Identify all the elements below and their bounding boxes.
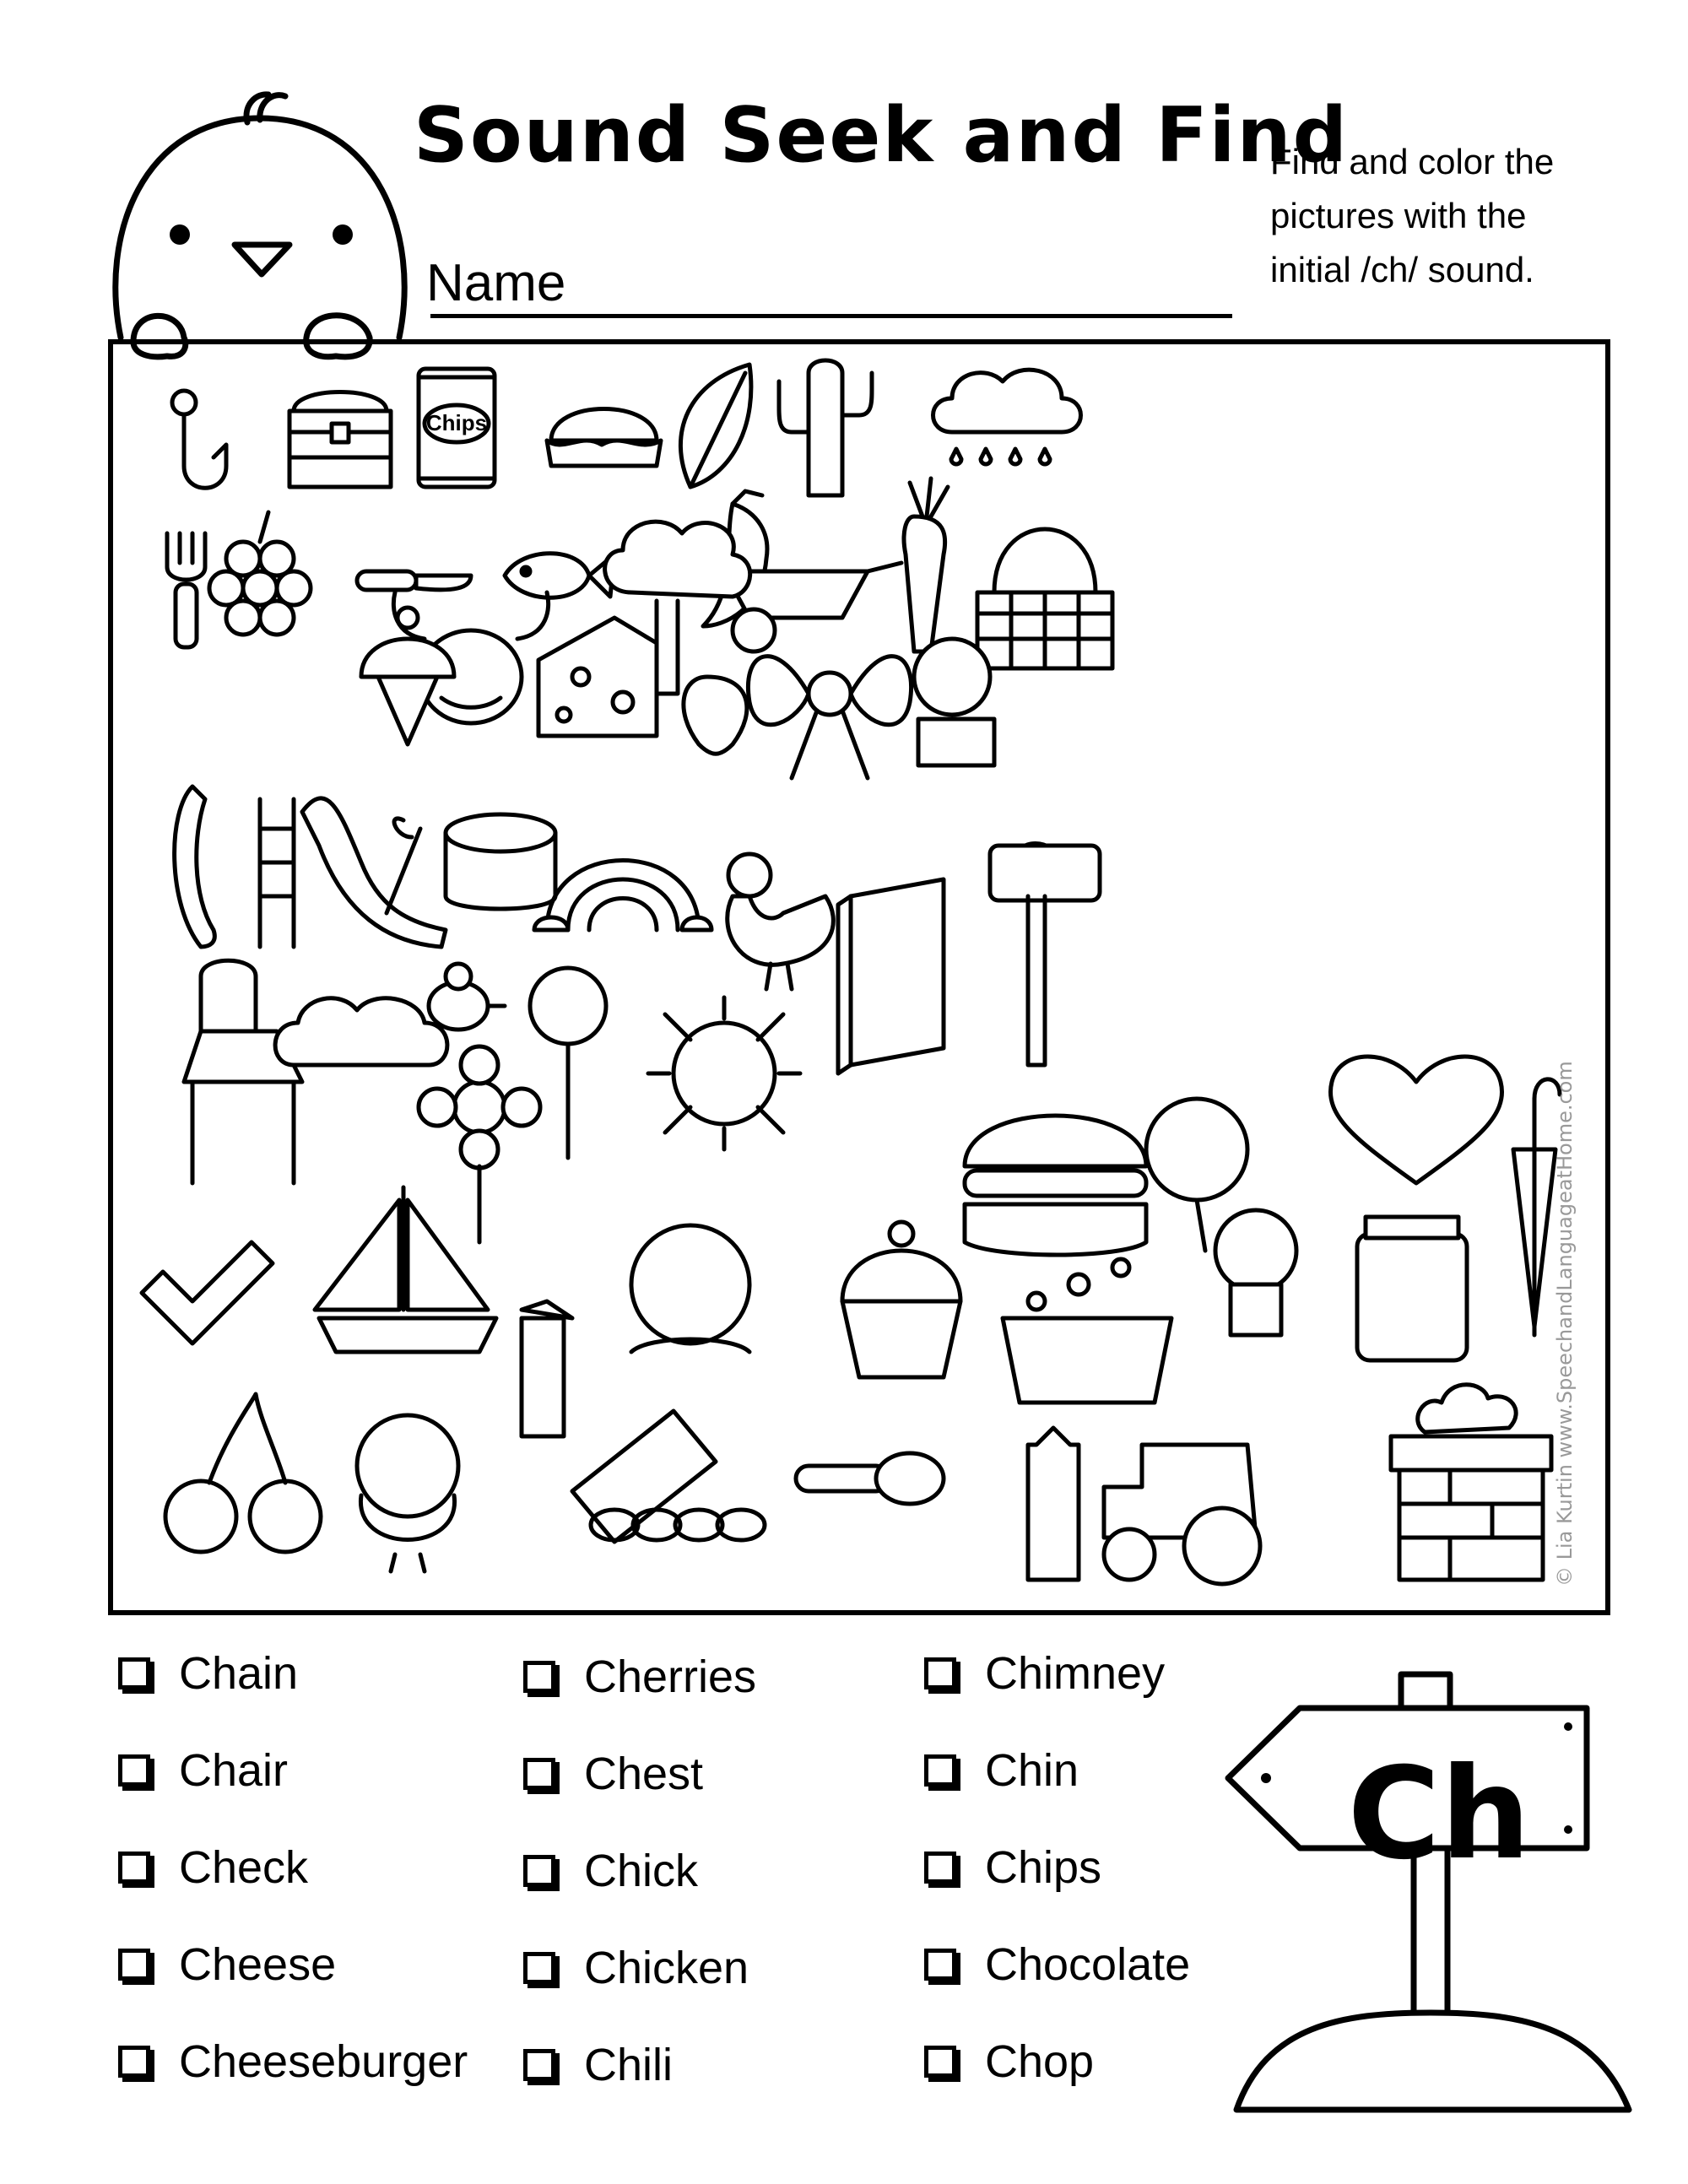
checkbox[interactable] [924, 1754, 956, 1787]
fork-picture [167, 533, 205, 647]
word-label: Chick [584, 1846, 699, 1896]
word-label: Chili [584, 2040, 674, 2090]
strawberry-picture [684, 677, 747, 754]
word-label: Chest [584, 1749, 704, 1799]
mailbox-picture [990, 844, 1100, 1066]
cloud-picture [275, 998, 447, 1065]
banana-picture [175, 787, 215, 947]
instructions-line: Find and color the [1270, 142, 1555, 181]
chicken-picture [728, 854, 834, 989]
cherries-picture [165, 1394, 321, 1552]
checkbox[interactable] [523, 1758, 555, 1790]
word-label: Chips [985, 1842, 1102, 1893]
checkbox[interactable] [523, 1952, 555, 1984]
word-label: Cherries [584, 1652, 757, 1702]
balloon-lion-picture [1146, 1099, 1296, 1335]
sign-letters: Ch [1347, 1741, 1531, 1888]
word-item-chimney[interactable] [924, 1644, 1165, 1703]
boy-chin-picture [631, 1225, 749, 1352]
chick-picture [357, 1415, 458, 1571]
word-label: Chin [985, 1745, 1079, 1796]
chair-picture [184, 960, 302, 1183]
check-mark-picture [142, 1242, 273, 1343]
word-label: Check [179, 1842, 309, 1893]
slide-picture [260, 798, 446, 947]
book-picture [838, 879, 944, 1073]
word-label: Chicken [584, 1943, 749, 1993]
flower-picture [419, 1046, 540, 1242]
word-item-check[interactable] [118, 1838, 308, 1897]
reading-boy-picture [914, 639, 994, 765]
word-item-cherries[interactable] [523, 1647, 756, 1706]
instructions-line: pictures with the [1270, 196, 1527, 235]
checkbox[interactable] [924, 1949, 956, 1981]
checkbox[interactable] [118, 1657, 150, 1689]
copyright-credit: © Lia Kurtin www.SpeechandLanguageatHome.com [1553, 1061, 1577, 1587]
word-item-chick[interactable] [523, 1841, 698, 1900]
ice-cream-picture [361, 608, 454, 744]
carrot-picture [904, 478, 948, 651]
sun-picture [648, 997, 800, 1149]
crayon-picture [1028, 1428, 1079, 1580]
word-item-chain[interactable] [118, 1644, 298, 1703]
rainbow-picture [534, 861, 711, 931]
checkbox[interactable] [523, 2049, 555, 2081]
spoon-picture [796, 1453, 944, 1504]
checkbox[interactable] [118, 1754, 150, 1787]
word-item-chin[interactable] [924, 1741, 1079, 1800]
word-label: Chimney [985, 1648, 1166, 1699]
hook-picture [172, 391, 226, 488]
axe-stump-picture [387, 814, 555, 913]
treasure-chest-picture [289, 392, 391, 488]
knife-picture [357, 571, 471, 590]
cheese-picture [538, 618, 657, 736]
basket-picture [977, 529, 1112, 668]
lollipop-picture [530, 968, 606, 1158]
checkbox[interactable] [118, 2046, 150, 2078]
bow-picture [748, 657, 911, 778]
word-item-chair[interactable] [118, 1741, 288, 1800]
word-label: Chop [985, 2036, 1095, 2087]
checkbox[interactable] [118, 1949, 150, 1981]
word-item-chicken[interactable] [523, 1938, 749, 1997]
bee-picture [429, 964, 505, 1030]
cheeseburger-picture [965, 1116, 1146, 1255]
instructions [1270, 135, 1675, 297]
pickle-jar-picture [1357, 1217, 1467, 1360]
spray-bottle-picture [522, 1301, 572, 1436]
chocolate-bar-picture [572, 1411, 716, 1542]
checkbox[interactable] [924, 1852, 956, 1884]
word-item-chop[interactable] [924, 2032, 1094, 2091]
rain-cloud-picture [933, 370, 1081, 464]
word-item-chips[interactable] [924, 1838, 1101, 1897]
leaf-picture [680, 365, 750, 487]
name-write-line[interactable] [430, 314, 1232, 318]
checkbox[interactable] [924, 2046, 956, 2078]
name-label: Name [426, 254, 566, 312]
checkbox[interactable] [924, 1657, 956, 1689]
chick-peeking-illustration [108, 84, 412, 363]
checkbox[interactable] [523, 1661, 555, 1693]
word-item-chest[interactable] [523, 1744, 703, 1803]
tractor-picture [1104, 1445, 1260, 1584]
heart-picture [1330, 1057, 1501, 1183]
word-label: Chair [179, 1745, 289, 1796]
grapes-picture [209, 512, 311, 635]
sailboat-picture [315, 1187, 496, 1352]
instructions-line: initial /ch/ sound. [1270, 250, 1534, 289]
cactus-picture [779, 360, 872, 495]
fish-picture [505, 554, 614, 598]
word-item-chili[interactable] [523, 2035, 673, 2095]
word-label: Cheese [179, 1939, 337, 1990]
bubble-bath-picture [1003, 1259, 1171, 1403]
chimney-picture [1391, 1385, 1551, 1580]
word-item-cheeseburger[interactable] [118, 2032, 468, 2091]
word-label: Chocolate [985, 1939, 1191, 1990]
word-item-chocolate[interactable] [924, 1935, 1190, 1994]
checkbox[interactable] [523, 1855, 555, 1887]
pie-picture [547, 409, 661, 467]
word-label: Cheeseburger [179, 2036, 468, 2087]
word-item-cheese[interactable] [118, 1935, 336, 1994]
worksheet-title: Sound Seek and Find [414, 91, 1350, 180]
cupcake-picture [842, 1222, 960, 1377]
word-label: Chain [179, 1648, 299, 1699]
picture-grid [108, 339, 1610, 1615]
chips-bag-label: Chips [425, 410, 488, 435]
checkbox[interactable] [118, 1852, 150, 1884]
